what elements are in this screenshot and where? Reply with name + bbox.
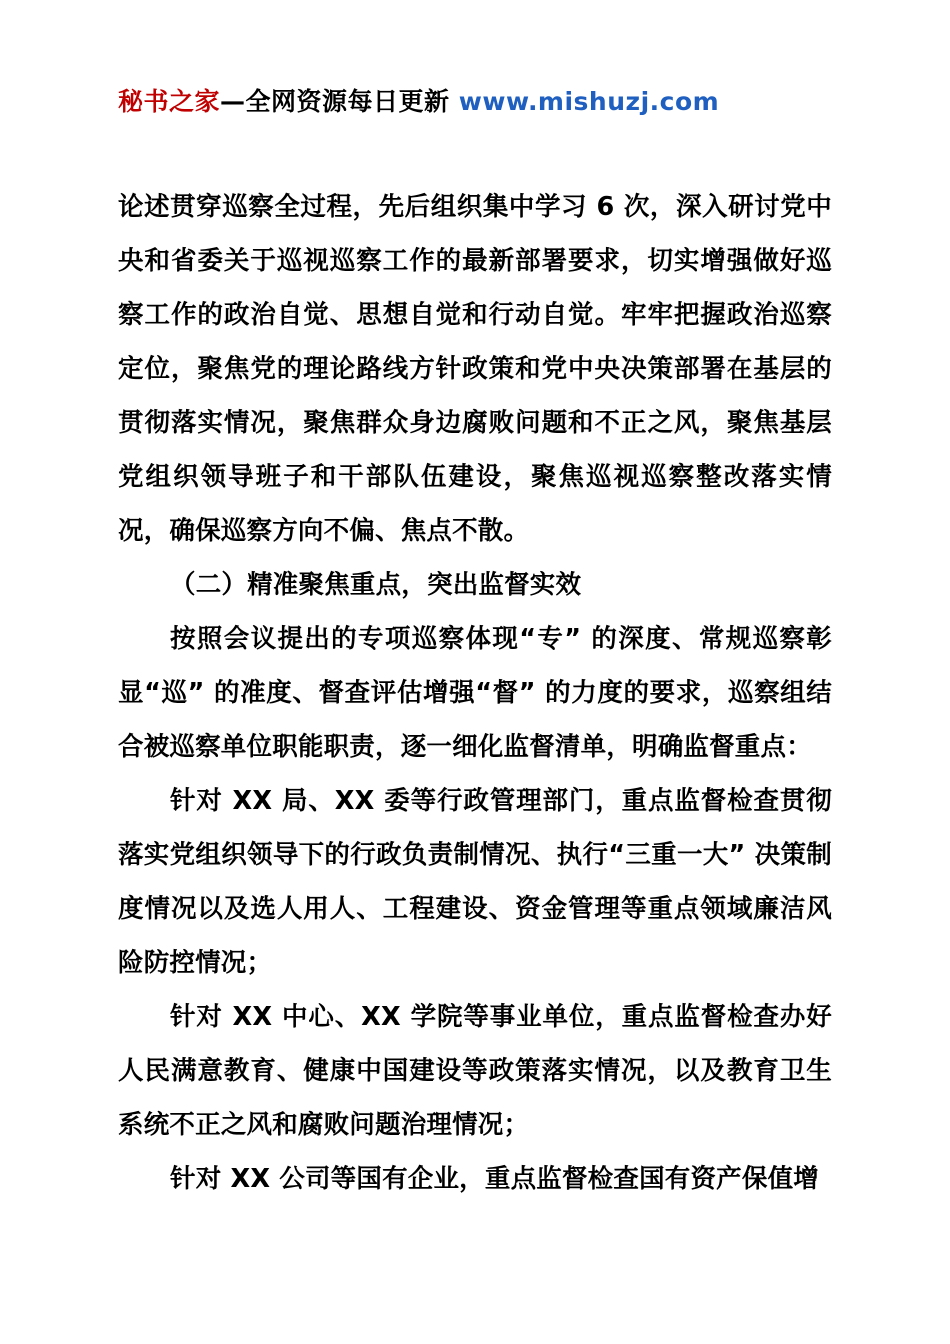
paragraph: （二）精准聚焦重点，突出监督实效 bbox=[170, 570, 582, 600]
site-url[interactable]: www.mishuzj.com bbox=[458, 87, 720, 116]
paragraph: 针对 XX 局、XX 委等行政管理部门，重点监督检查贯彻落实党组织领导下的行政负责制情况、执行“三重一大” 决策制度情况以及选人用人、工程建设、资金管理等重点领域廉洁风险防控情况； bbox=[118, 786, 832, 978]
site-banner bbox=[118, 0, 832, 118]
paragraph: 针对 XX 中心、XX 学院等事业单位，重点监督检查办好人民满意教育、健康中国建设等政策落实情况，以及教育卫生系统不正之风和腐败问题治理情况； bbox=[118, 1002, 832, 1140]
site-brand-name: 秘书之家 bbox=[118, 87, 221, 116]
document-body bbox=[118, 180, 832, 1206]
site-tagline: —全网资源每日更新 bbox=[220, 87, 450, 116]
paragraph: 针对 XX 公司等国有企业，重点监督检查国有资产保值增 bbox=[170, 1164, 819, 1194]
paragraph: 论述贯穿巡察全过程，先后组织集中学习 6 次，深入研讨党中央和省委关于巡视巡察工作的最新部署要求，切实增强做好巡察工作的政治自觉、思想自觉和行动自觉。牢牢把握政治巡察定位，聚焦党的理论路线方针政策和党中央决策部署在基层的贯彻落实情况，聚焦群众身边腐败问题和不正之风，聚焦基层党组织领导班子和干部队伍建设，聚焦巡视巡察整改落实情况，确保巡察方向不偏、焦点不散。 bbox=[118, 192, 832, 546]
paragraph: 按照会议提出的专项巡察体现“专” 的深度、常规巡察彰显“巡” 的准度、督查评估增强“督” 的力度的要求，巡察组结合被巡察单位职能职责，逐一细化监督清单，明确监督重点： bbox=[118, 624, 832, 762]
